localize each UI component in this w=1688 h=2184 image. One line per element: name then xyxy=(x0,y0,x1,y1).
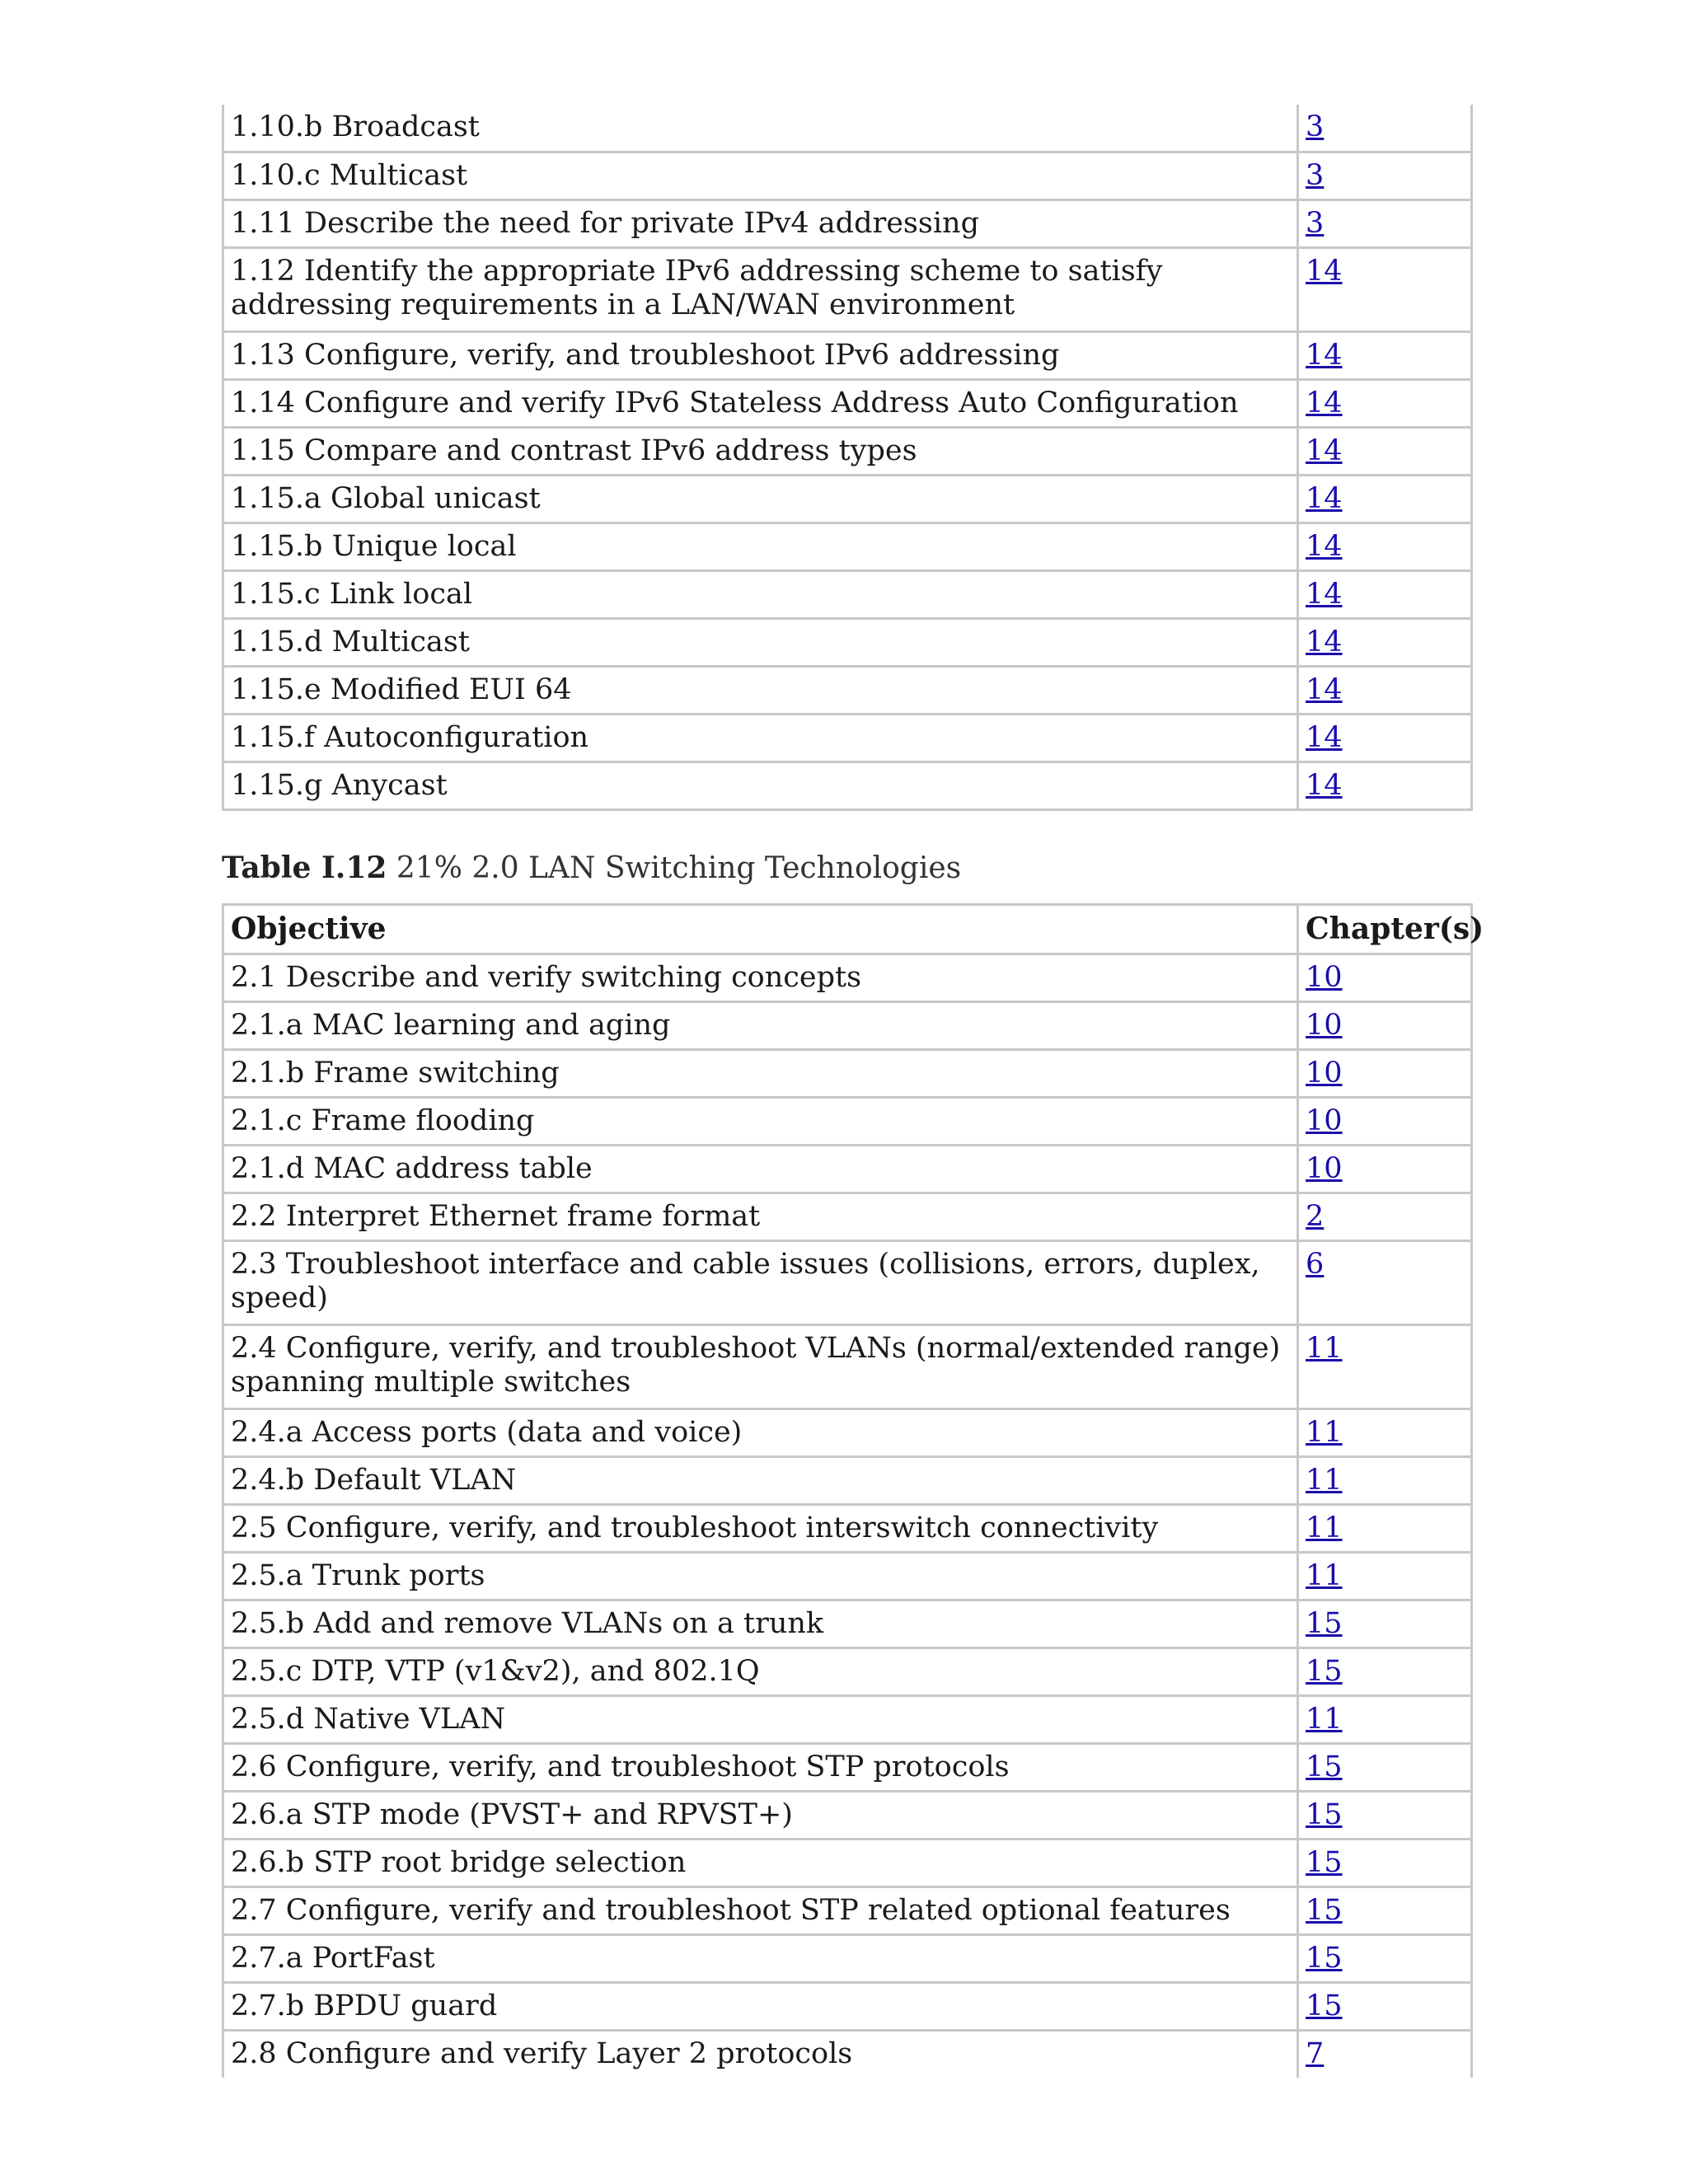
chapter-link[interactable]: 11 xyxy=(1306,1511,1343,1544)
table-row xyxy=(223,1098,1472,1146)
chapter-cell xyxy=(1298,152,1472,199)
table-body xyxy=(223,105,1472,809)
table-row xyxy=(223,714,1472,762)
objective-cell: 2.6 Configure, verify, and troubleshoot STP protocols xyxy=(223,1744,1298,1792)
chapter-link[interactable]: 3 xyxy=(1306,158,1325,192)
chapter-link[interactable]: 14 xyxy=(1306,625,1343,658)
chapter-cell xyxy=(1298,1648,1472,1696)
table-caption xyxy=(222,851,961,885)
objective-cell: 1.15.g Anycast xyxy=(223,762,1298,809)
table-row xyxy=(223,1744,1472,1792)
table-header-row xyxy=(223,905,1472,954)
chapter-link[interactable]: 11 xyxy=(1306,1703,1343,1736)
chapter-link[interactable]: 10 xyxy=(1306,1057,1343,1090)
objective-cell: 1.10.b Broadcast xyxy=(223,105,1298,152)
objective-cell: 1.15.a Global unicast xyxy=(223,475,1298,523)
objective-column-header: Objective xyxy=(223,905,1298,954)
table-row xyxy=(223,1601,1472,1648)
chapter-link[interactable]: 14 xyxy=(1306,720,1343,754)
table-row xyxy=(223,1648,1472,1696)
chapter-link[interactable]: 2 xyxy=(1306,1200,1325,1233)
objective-cell: 2.5.b Add and remove VLANs on a trunk xyxy=(223,1601,1298,1648)
chapter-cell xyxy=(1298,331,1472,379)
chapter-link[interactable]: 14 xyxy=(1306,434,1343,467)
chapter-cell xyxy=(1298,1325,1472,1409)
chapter-cell xyxy=(1298,1983,1472,2031)
chapter-link[interactable]: 15 xyxy=(1306,1894,1343,1927)
chapter-cell xyxy=(1298,570,1472,618)
chapter-link[interactable]: 15 xyxy=(1306,1990,1343,2022)
table-row xyxy=(223,523,1472,570)
chapter-cell xyxy=(1298,1601,1472,1648)
table-row xyxy=(223,1505,1472,1553)
objective-cell: 2.1.a MAC learning and aging xyxy=(223,1002,1298,1050)
table-row xyxy=(223,1325,1472,1409)
objective-cell: 2.3 Troubleshoot interface and cable issues (collisions, errors, duplex, speed) xyxy=(223,1241,1298,1325)
objective-cell: 2.7.b BPDU guard xyxy=(223,1983,1298,2031)
objective-cell: 1.15.c Link local xyxy=(223,570,1298,618)
table-row xyxy=(223,105,1472,152)
chapter-column-header: Chapter(s) xyxy=(1298,905,1472,954)
chapter-link[interactable]: 14 xyxy=(1306,529,1343,563)
table-row xyxy=(223,1792,1472,1840)
objective-cell: 2.1 Describe and verify switching concepts xyxy=(223,954,1298,1002)
table-row xyxy=(223,1146,1472,1193)
objective-cell: 1.14 Configure and verify IPv6 Stateless Address Auto Configuration xyxy=(223,379,1298,427)
objective-cell: 1.15.e Modified EUI 64 xyxy=(223,666,1298,714)
objective-cell: 2.5 Configure, verify, and troubleshoot interswitch connectivity xyxy=(223,1505,1298,1553)
chapter-link[interactable]: 14 xyxy=(1306,768,1343,802)
chapter-cell xyxy=(1298,105,1472,152)
lan-switching-objectives-table xyxy=(222,903,1484,2078)
objective-cell: 2.2 Interpret Ethernet frame format xyxy=(223,1193,1298,1241)
table-row xyxy=(223,1457,1472,1505)
chapter-cell xyxy=(1298,1193,1472,1241)
chapter-cell xyxy=(1298,1505,1472,1553)
chapter-link[interactable]: 15 xyxy=(1306,1607,1343,1640)
objective-cell: 2.6.b STP root bridge selection xyxy=(223,1840,1298,1887)
table-row xyxy=(223,1696,1472,1744)
chapter-link[interactable]: 11 xyxy=(1306,1464,1343,1497)
table-row xyxy=(223,1050,1472,1098)
table-row xyxy=(223,618,1472,666)
chapter-cell xyxy=(1298,1146,1472,1193)
table-row xyxy=(223,1002,1472,1050)
table-row xyxy=(223,1193,1472,1241)
objective-cell: 2.1.c Frame flooding xyxy=(223,1098,1298,1146)
table-row xyxy=(223,247,1472,331)
chapter-link[interactable]: 15 xyxy=(1306,1798,1343,1831)
table-row xyxy=(223,475,1472,523)
chapter-link[interactable]: 11 xyxy=(1306,1559,1343,1592)
chapter-cell xyxy=(1298,1553,1472,1601)
chapter-cell xyxy=(1298,618,1472,666)
objective-cell: 2.4.a Access ports (data and voice) xyxy=(223,1409,1298,1457)
chapter-cell xyxy=(1298,379,1472,427)
table-row xyxy=(223,666,1472,714)
chapter-link[interactable]: 6 xyxy=(1306,1248,1325,1281)
table-body xyxy=(223,954,1472,2078)
chapter-link[interactable]: 15 xyxy=(1306,1942,1343,1975)
chapter-cell xyxy=(1298,427,1472,475)
chapter-cell xyxy=(1298,1792,1472,1840)
table-row xyxy=(223,2031,1472,2078)
objective-cell: 2.4.b Default VLAN xyxy=(223,1457,1298,1505)
chapter-link[interactable]: 14 xyxy=(1306,338,1343,372)
chapter-link[interactable]: 7 xyxy=(1306,2037,1325,2070)
objective-cell: 1.15.b Unique local xyxy=(223,523,1298,570)
chapter-cell xyxy=(1298,1696,1472,1744)
table-caption-text: 21% 2.0 LAN Switching Technologies xyxy=(396,851,962,885)
table-row xyxy=(223,954,1472,1002)
chapter-cell xyxy=(1298,954,1472,1002)
chapter-cell xyxy=(1298,1457,1472,1505)
chapter-link[interactable]: 11 xyxy=(1306,1332,1343,1365)
chapter-link[interactable]: 10 xyxy=(1306,1104,1343,1137)
table-row xyxy=(223,1241,1472,1325)
table-row xyxy=(223,1887,1472,1935)
chapter-link[interactable]: 14 xyxy=(1306,673,1343,706)
objective-cell: 2.1.b Frame switching xyxy=(223,1050,1298,1098)
objective-cell: 1.11 Describe the need for private IPv4 addressing xyxy=(223,199,1298,247)
objective-cell: 2.7 Configure, verify and troubleshoot STP related optional features xyxy=(223,1887,1298,1935)
objective-cell: 2.5.c DTP, VTP (v1&v2), and 802.1Q xyxy=(223,1648,1298,1696)
table-row xyxy=(223,1840,1472,1887)
objective-cell: 1.15.f Autoconfiguration xyxy=(223,714,1298,762)
table-row xyxy=(223,199,1472,247)
objective-cell: 2.4 Configure, verify, and troubleshoot VLANs (normal/extended range) spanning multiple switches xyxy=(223,1325,1298,1409)
chapter-cell xyxy=(1298,714,1472,762)
table-row xyxy=(223,152,1472,199)
chapter-cell xyxy=(1298,1050,1472,1098)
chapter-link[interactable]: 15 xyxy=(1306,1750,1343,1783)
table-row xyxy=(223,1935,1472,1983)
objective-cell: 2.7.a PortFast xyxy=(223,1935,1298,1983)
objective-cell: 1.12 Identify the appropriate IPv6 addressing scheme to satisfy addressing requirements in a LAN/WAN environment xyxy=(223,247,1298,331)
objective-cell: 1.13 Configure, verify, and troubleshoot IPv6 addressing xyxy=(223,331,1298,379)
table-row xyxy=(223,570,1472,618)
chapter-cell xyxy=(1298,1744,1472,1792)
chapter-link[interactable]: 10 xyxy=(1306,961,1343,994)
table-row xyxy=(223,331,1472,379)
objective-cell: 2.1.d MAC address table xyxy=(223,1146,1298,1193)
chapter-link[interactable]: 10 xyxy=(1306,1152,1343,1185)
chapter-link[interactable]: 15 xyxy=(1306,1655,1343,1688)
chapter-link[interactable]: 10 xyxy=(1306,1009,1343,1042)
chapter-link[interactable]: 15 xyxy=(1306,1846,1343,1879)
chapter-cell xyxy=(1298,2031,1472,2078)
objectives-table-continued xyxy=(222,105,1473,811)
chapter-cell xyxy=(1298,199,1472,247)
objective-cell: 2.8 Configure and verify Layer 2 protocols xyxy=(223,2031,1298,2078)
chapter-link[interactable]: 14 xyxy=(1306,254,1343,288)
chapter-cell xyxy=(1298,1409,1472,1457)
chapter-link[interactable]: 11 xyxy=(1306,1416,1343,1449)
chapter-cell xyxy=(1298,1241,1472,1325)
chapter-cell xyxy=(1298,475,1472,523)
chapter-cell xyxy=(1298,1887,1472,1935)
objective-cell: 2.5.d Native VLAN xyxy=(223,1696,1298,1744)
objective-cell: 1.15 Compare and contrast IPv6 address types xyxy=(223,427,1298,475)
chapter-cell xyxy=(1298,1935,1472,1983)
objective-cell: 2.6.a STP mode (PVST+ and RPVST+) xyxy=(223,1792,1298,1840)
chapter-link[interactable]: 3 xyxy=(1306,110,1325,143)
objective-cell: 1.10.c Multicast xyxy=(223,152,1298,199)
table-row xyxy=(223,1983,1472,2031)
table-row xyxy=(223,1409,1472,1457)
chapter-cell xyxy=(1298,1098,1472,1146)
table-row xyxy=(223,427,1472,475)
chapter-link[interactable]: 14 xyxy=(1306,386,1343,419)
chapter-link[interactable]: 3 xyxy=(1306,206,1325,240)
chapter-cell xyxy=(1298,247,1472,331)
table-row xyxy=(223,379,1472,427)
chapter-link[interactable]: 14 xyxy=(1306,481,1343,515)
chapter-cell xyxy=(1298,523,1472,570)
objective-cell: 1.15.d Multicast xyxy=(223,618,1298,666)
chapter-cell xyxy=(1298,666,1472,714)
chapter-link[interactable]: 14 xyxy=(1306,577,1343,611)
objective-cell: 2.5.a Trunk ports xyxy=(223,1553,1298,1601)
chapter-cell xyxy=(1298,762,1472,809)
table-row xyxy=(223,1553,1472,1601)
chapter-cell xyxy=(1298,1840,1472,1887)
chapter-cell xyxy=(1298,1002,1472,1050)
table-row xyxy=(223,762,1472,809)
table-caption-label: Table I.12 xyxy=(222,851,387,885)
